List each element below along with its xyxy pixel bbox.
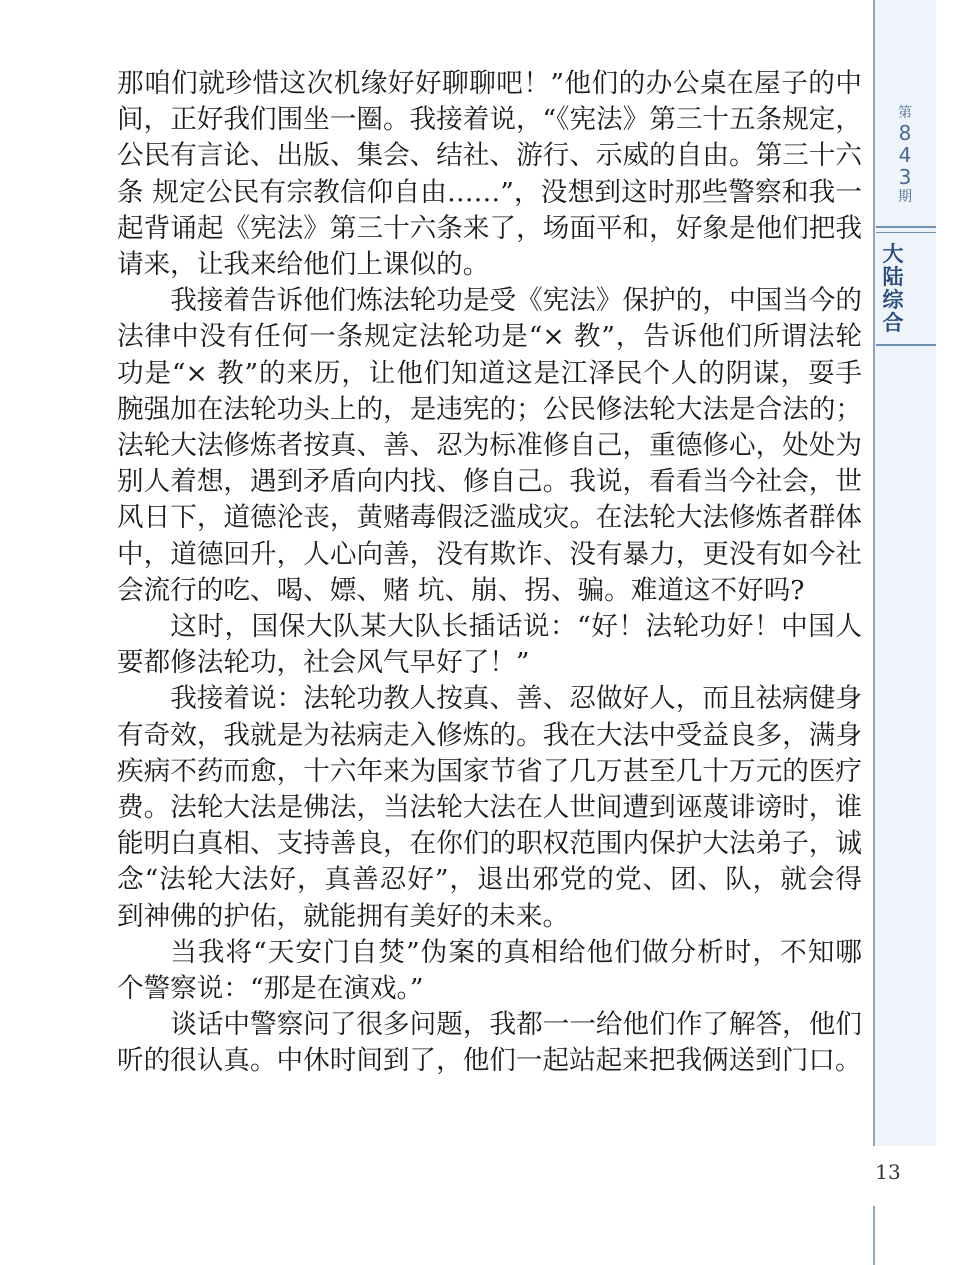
sidebar-rule-bottom	[873, 1206, 875, 1265]
section-label	[878, 243, 908, 335]
article-body	[117, 66, 862, 1080]
section-char: 合	[882, 311, 904, 335]
issue-suffix: 期	[898, 189, 912, 205]
issue-digit: 8	[898, 121, 912, 145]
paragraph: 当我将“天安门自焚”伪案的真相给他们做分析时，不知哪个警察说：“那是在演戏。”	[117, 936, 862, 1005]
section-char: 大	[882, 242, 904, 266]
section-char: 陆	[882, 265, 904, 289]
page-number: 13	[875, 1160, 901, 1184]
section-char: 综	[882, 288, 904, 312]
paragraph: 我接着告诉他们炼法轮功是受《宪法》保护的，中国当今的法律中没有任何一条规定法轮功是“× 教”，告诉他们所谓法轮功是“× 教”的来历，让他们知道这是江泽民个人的阴谋，耍手腕强加在法轮功头上的，是违宪的；公民修法轮大法是合法的；法轮大法修炼者按真、善、忍为标准修自己，重德修心，处处为别人着想，遇到矛盾向内找、修自己。我说，看看当今社会，世风日下，道德沦丧，黄赌毒假泛滥成灾。在法轮大法修炼者群体中，道德回升，人心向善，没有欺诈、没有暴力，更没有如今社会流行的吃、喝、嫖、赌 坑、崩、拐、骗。难道这不好吗?	[117, 285, 862, 606]
paragraph: 我接着说：法轮功教人按真、善、忍做好人，而且祛病健身有奇效，我就是为祛病走入修炼的。我在大法中受益良多，满身疾病不药而愈，十六年来为国家节省了几万甚至几十万元的医疗费。法轮大法是佛法，当法轮大法在人世间遭到诬蔑诽谤时，谁能明白真相、支持善良，在你们的职权范围内保护大法弟子，诚念“法轮大法好，真善忍好”，退出邪党的党、团、队，就会得到神佛的护佑，就能拥有美好的未来。	[117, 683, 862, 932]
issue-number	[878, 104, 932, 206]
issue-prefix: 第	[898, 105, 912, 121]
sidebar-divider	[876, 232, 936, 233]
paragraph: 这时，国保大队某大队长插话说：“好！法轮功好！中国人要都修法轮功，社会风气早好了！”	[117, 611, 862, 679]
sidebar-divider	[876, 226, 936, 228]
sidebar-divider	[876, 344, 936, 346]
paragraph: 那咱们就珍惜这次机缘好好聊聊吧！”他们的办公桌在屋子的中间，正好我们围坐一圈。我接着说，“《宪法》第三十五条规定，公民有言论、出版、集会、结社、游行、示威的自由。第三十六条 规定公民有宗教信仰自由……”，没想到这时那些警察和我一起背诵起《宪法》第三十六条来了，场面平和，好象是他们把我请来，让我来给他们上课似的。	[117, 68, 862, 281]
sidebar-rule	[873, 0, 875, 1146]
paragraph: 谈话中警察问了很多问题，我都一一给他们作了解答，他们听的很认真。中休时间到了，他们一起站起来把我俩送到门口。	[117, 1009, 862, 1077]
issue-digit: 4	[898, 143, 912, 167]
issue-digit: 3	[898, 165, 912, 189]
